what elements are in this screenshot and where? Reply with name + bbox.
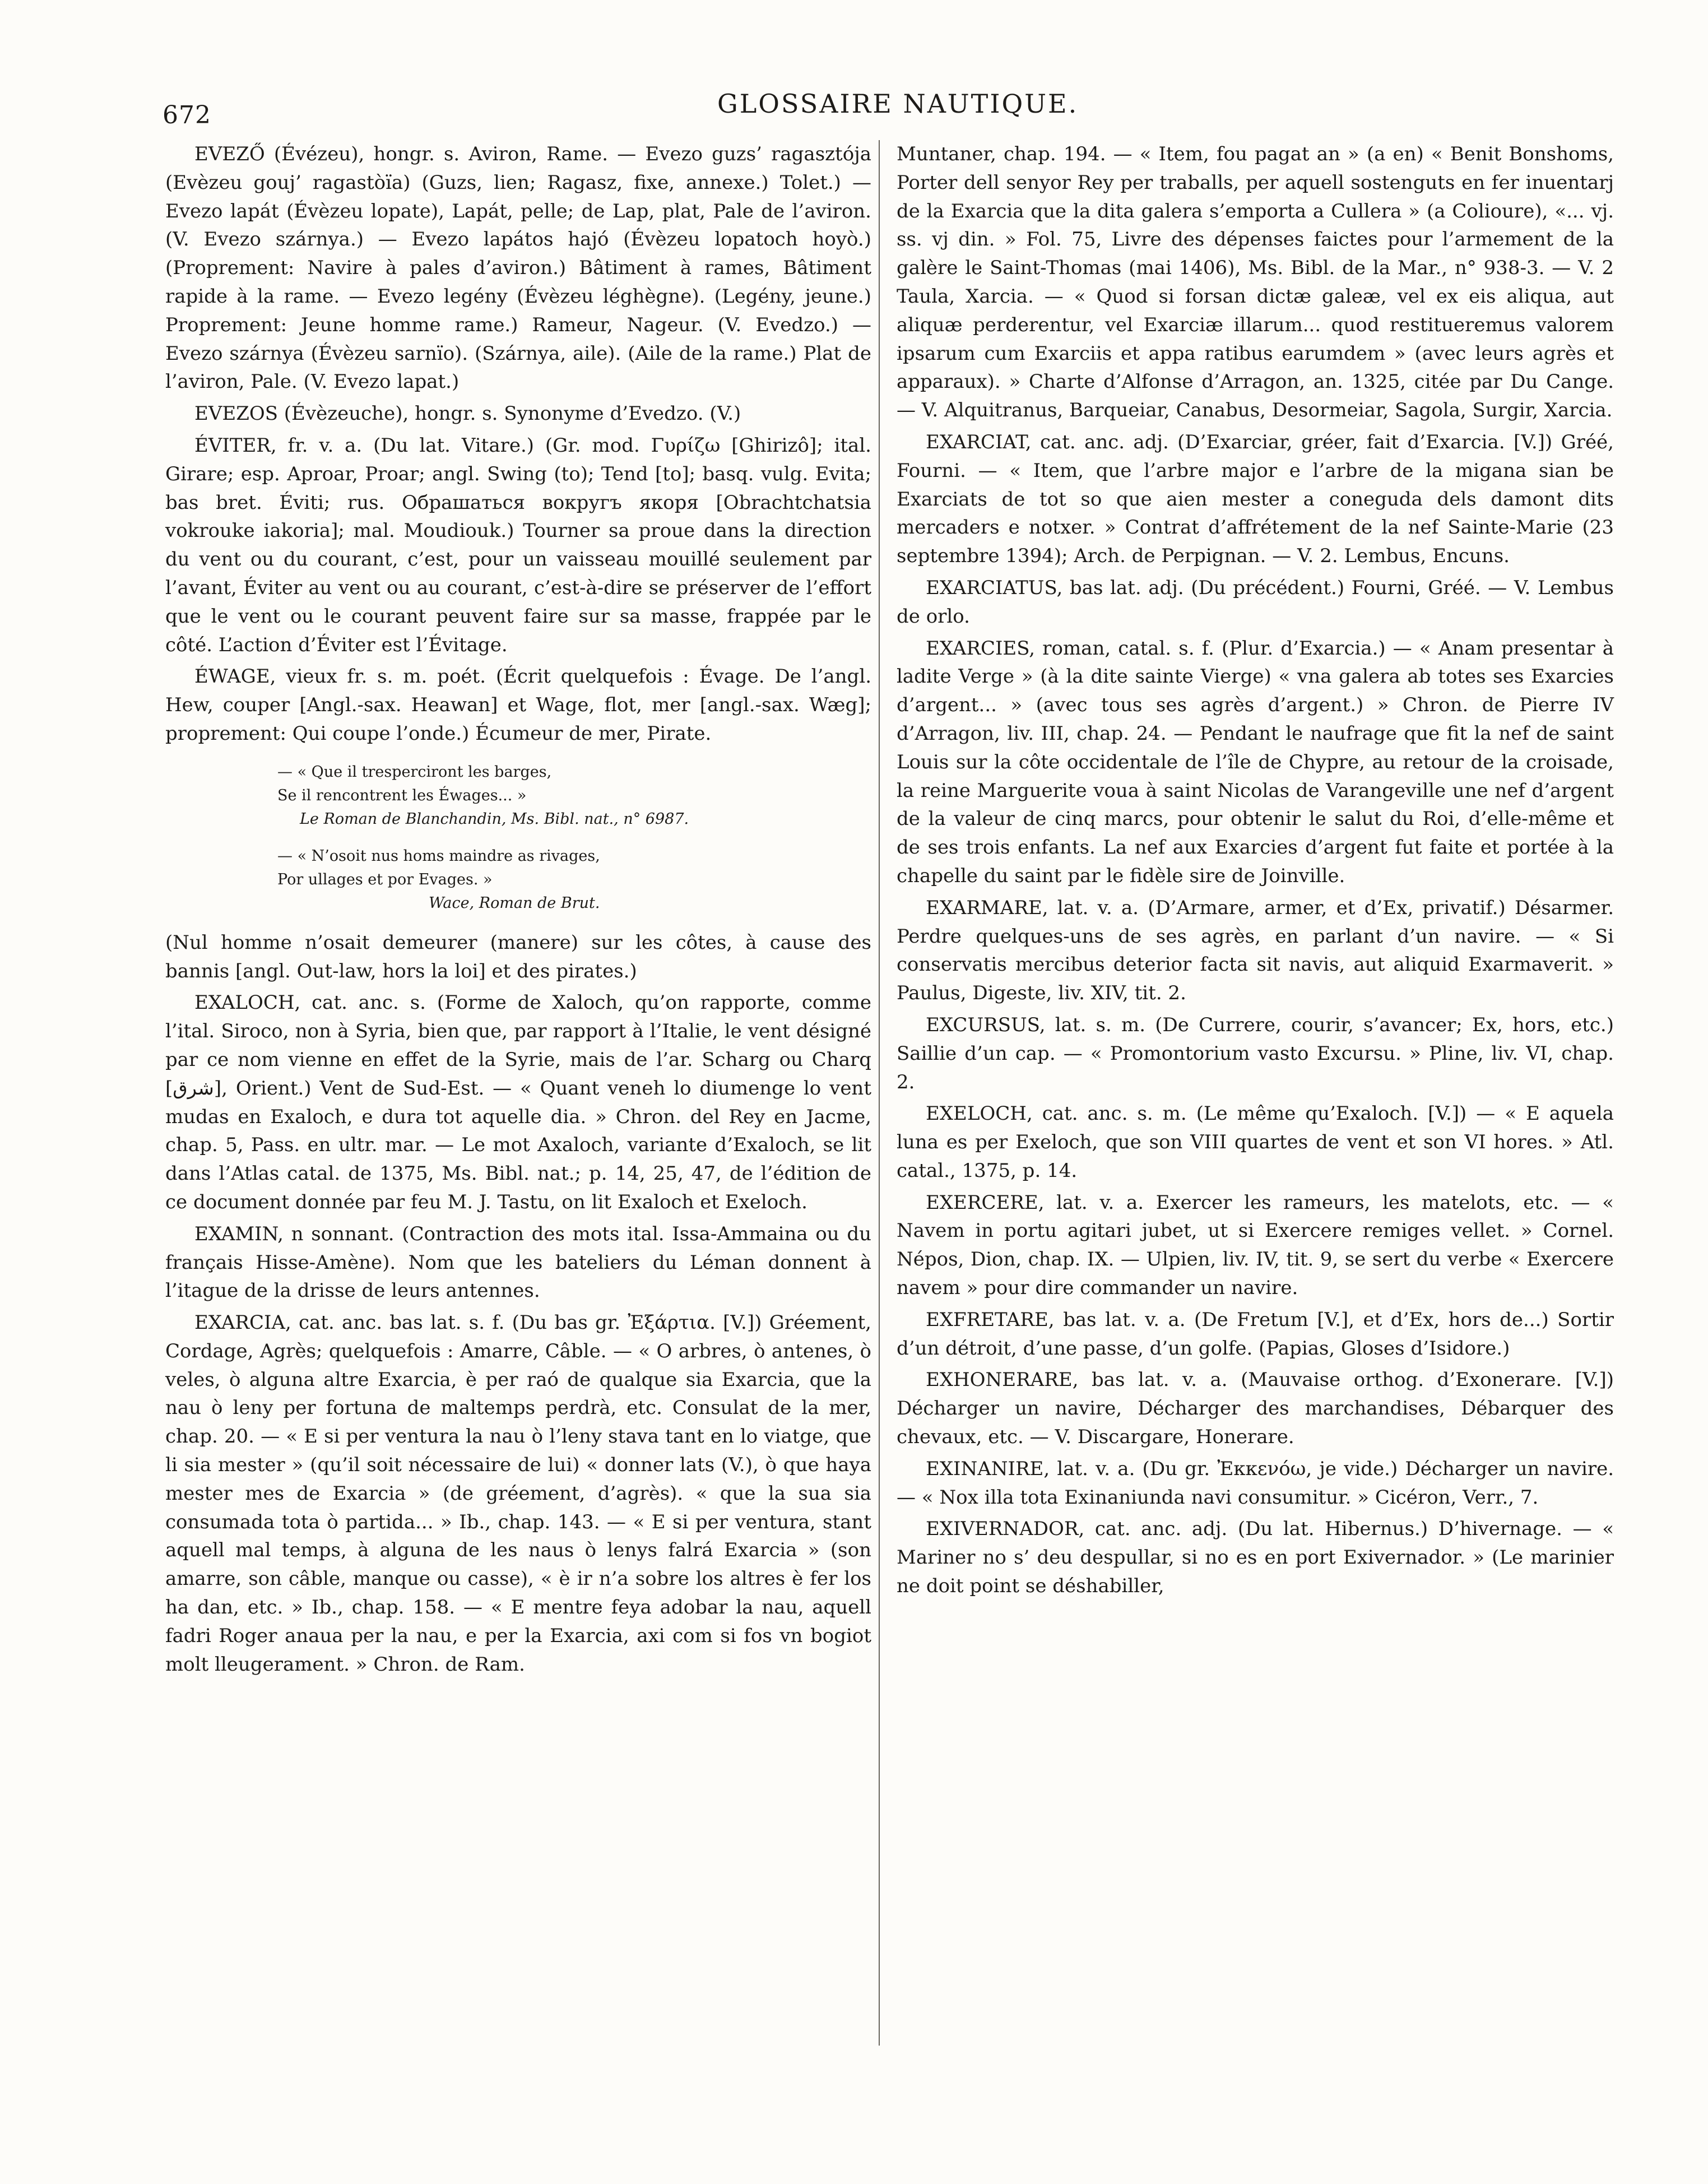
verse-quote-2 [277,845,871,915]
entry-exercere: EXERCERE, lat. v. a. Exercer les rameurs, les matelots, etc. — « Navem in portu agitari jubet, ut si Exercere remiges vellet. » Cornel. Népos, Dion, chap. IX. — Ulpien, liv. IV, tit. 9, se sert du verbe « Exercere navem » pour dire commander un navire. [897,1191,1614,1300]
entry-excursus: EXCURSUS, lat. s. m. (De Currere, courir, s’avancer; Ex, hors, etc.) Saillie d’un cap. — « Promontorium vasto Excursu. » Pline, liv. VI, chap. 2. [897,1013,1614,1093]
quote-line: — « Que il tresperciront les barges, [277,763,552,781]
entry-exaloch: EXALOCH, cat. anc. s. (Forme de Xaloch, qu’on rapporte, comme l’ital. Siroco, non à Syria, bien que, par rapport à l’Italie, le vent désigné par ce nom vienne en effet de la Syrie, mais de l’ar. Scharg ou Charq [شرق], Orient.) Vent de Sud-Est. — « Quant veneh lo diumenge lo vent mudas en Exaloch, e dura tot aquelle dia. » Chron. del Rey en Jacme, chap. 5, Pass. en ultr. mar. — Le mot Axaloch, variante d’Exaloch, se lit dans l’Atlas catal. de 1375, Ms. Bibl. nat.; p. 14, 25, 47, de l’édition de ce document donnée par feu M. J. Tastu, on lit Exaloch et Exeloch. [165,991,871,1213]
entry-exarciatus: EXARCIATUS, bas lat. adj. (Du précédent.) Fourni, Gréé. — V. Lembus de orlo. [897,576,1614,628]
page-number: 672 [163,101,211,129]
entry-exarciat: EXARCIAT, cat. anc. adj. (D’Exarciar, gréer, fait d’Exarcia. [V.]) Gréé, Fourni. — « Item, que l’arbre major e l’arbre de la migana sian be Exarciats de tot so que aien mester a coneguda dels damont dits mercaders e notxer. » Contrat d’affrétement de la nef Sainte-Marie (23 septembre 1394); Arch. de Perpignan. — V. 2. Lembus, Encuns. [897,430,1614,568]
entry-ewage-continued: (Nul homme n’osait demeurer (manere) sur les côtes, à cause des bannis [angl. Out-law, hors la loi] et des pirates.) [165,931,871,982]
left-column [165,140,871,1682]
entry-exinanire: EXINANIRE, lat. v. a. (Du gr. Ἐκκενόω, je vide.) Décharger un navire. — « Nox illa tota Exinaniunda navi consumitur. » Cicéron, Verr., 7. [897,1457,1614,1509]
entry-ewage: ÉWAGE, vieux fr. s. m. poét. (Écrit quelquefois : Évage. De l’angl. Hew, couper [Angl.-sax. Heawan] et Wage, flot, mer [angl.-sax. Wæg]; proprement: Qui coupe l’onde.) Écumeur de mer, Pirate. [165,665,871,745]
entry-exfretare: EXFRETARE, bas lat. v. a. (De Fretum [V.], et d’Ex, hors de...) Sortir d’un détroit, d’une passe, d’un golfe. (Papias, Gloses d’Isidore.) [897,1308,1614,1360]
entry-evezos: EVEZOS (Évèzeuche), hongr. s. Synonyme d’Evedzo. (V.) [194,402,741,425]
column-divider [879,140,880,2046]
entry-exarmare: EXARMARE, lat. v. a. (D’Armare, armer, et d’Ex, privatif.) Désarmer. Perdre quelques-uns de ses agrès, en parlant d’un navire. — « Si conservatis mercibus deterior facta sit navis, aut aliquid Exarmaverit. » Paulus, Digeste, liv. XIV, tit. 2. [897,896,1614,1005]
entry-exarcia: EXARCIA, cat. anc. bas lat. s. f. (Du bas gr. Ἐξάρτια. [V.]) Gréement, Cordage, Agrès; quelquefois : Amarre, Câble. — « O arbres, ò antenes, ò veles, ò alguna altre Exarcia, è per raó de qualque sia Exarcia, que la nau ò leny per fortuna de maltemps perdrà, etc. Consulat de la mer, chap. 20. — « E si per ventura la nau ò l’leny stava tant en lo viatge, que li sia mester » (qu’il soit nécessaire de lui) « donner lats (V.), ò que haya mester mes de Exarcia » (de gréement, d’agrès). « que la sua sia consumada tota ò partida... » Ib., chap. 143. — « E si per ventura, stant aquell mal temps, à alguna de les naus ò lenys falrá Exarcia » (son amarre, son câble, manque ou casse), « è ir n’a sobre los altres è fer los ha dan, etc. » Ib., chap. 158. — « E mentre feya adobar la nau, aquell fadri Roger anaua per la nau, e per la Exarcia, axi com si fos vn bogiot molt lleugerament. » Chron. de Ram. [165,1311,871,1676]
quote-line: — « N’osoit nus homs maindre as rivages, [277,847,600,865]
entry-exarcies: EXARCIES, roman, catal. s. f. (Plur. d’Exarcia.) — « Anam presentar à ladite Verge » (à la dite sainte Vierge) « vna galera ab totes ses Exarcies d’argent... » (avec tous ses agrès d’argent.) » Chron. de Pierre IV d’Arragon, liv. III, chap. 24. — Pendant le naufrage que fit la nef de saint Louis sur la côte occidentale de l’île de Chypre, au retour de la croisade, la reine Marguerite voua à saint Nicolas de Varangeville une nef d’argent de la valeur de cinq marcs, pour obtenir le salut du Roi, d’elle-même et de ses trois enfants. La nef aux Exarcies d’argent fut faite et portée à la chapelle du saint par le fidèle sire de Joinville. [897,637,1614,887]
entry-examin: EXAMIN, n sonnant. (Contraction des mots ital. Issa-Ammaina ou du français Hisse-Amène). Nom que les bateliers du Léman donnent à l’itague de la drisse de leurs antennes. [165,1222,871,1302]
entry-evezo: EVEZŐ (Évézeu), hongr. s. Aviron, Rame. — Evezo guzs’ ragasztója (Evèzeu gouj’ ragastòïa) (Guzs, lien; Ragasz, fixe, annexe.) Tolet.) — Evezo lapát (Évèzeu lopate), Lapát, pelle; de Lap, plat, Pale de l’aviron. (V. Evezo szárnya.) — Evezo lapátos hajó (Évèzeu lopatoch hoyò.) (Proprement: Navire à pales d’aviron.) Bâtiment à rames, Bâtiment rapide à la rame. — Evezo legény (Évèzeu léghègne). (Legény, jeune.) Proprement: Jeune homme rame.) Rameur, Nageur. (V. Evedzo.) — Evezo szárnya (Évèzeu sarnïo). (Szárnya, aile). (Aile de la rame.) Plat de l’aviron, Pale. (V. Evezo lapat.) [165,143,871,393]
entry-eviter: ÉVITER, fr. v. a. (Du lat. Vitare.) (Gr. mod. Γυρίζω [Ghirizô]; ital. Girare; esp. Aproar, Proar; angl. Swing (to); Tend [to]; basq. vulg. Evita; bas bret. Éviti; rus. Обрашаться вокругъ якоря [Obrachtchatsia vokrouke iakoria]; mal. Moudiouk.) Tourner sa proue dans la direction du vent ou du courant, c’est, pour un vaisseau mouillé seulement par l’avant, Éviter au vent ou au courant, c’est-à-dire se préserver de l’effort que le vent ou le courant peuvent faire sur sa masse, frappée par le côté. L’action d’Éviter est l’Évitage. [165,434,871,656]
verse-quote-1 [277,761,871,831]
quote-source: Le Roman de Blanchandin, Ms. Bibl. nat., n° 6987. [300,810,689,828]
quote-line: Se il rencontrent les Éwages... » [277,786,527,804]
entry-exeloch: EXELOCH, cat. anc. s. m. (Le même qu’Exaloch. [V.]) — « E aquela luna es per Exeloch, que son VIII quartes de vent et son VI hores. » Atl. catal., 1375, p. 14. [897,1102,1614,1182]
entry-exarcia-continued: Muntaner, chap. 194. — « Item, fou pagat an » (a en) « Benit Bonshoms, Porter dell senyor Rey per traballs, per aquell sostenguts en fer inuentarj de la Exarcia que la dita galera s’emporta a Cullera » (a Colioure), «... vj. ss. vj din. » Fol. 75, Livre des dépenses faictes pour l’armement de la galère le Saint-Thomas (mai 1406), Ms. Bibl. de la Mar., n° 938-3. — V. 2 Taula, Xarcia. — « Quod si forsan dictæ galeæ, vel ex eis aliqua, aut aliquæ perderentur, vel Exarciæ illarum... quod restitueremus valorem ipsarum cum Exarciis et appa ratibus earumdem » (avec leurs agrès et apparaux). » Charte d’Alfonse d’Arragon, an. 1325, citée par Du Cange. — V. Alquitranus, Barqueiar, Canabus, Desormeiar, Sagola, Surgir, Xarcia. [897,143,1614,422]
right-column [897,140,1614,1604]
entry-exhonerare: EXHONERARE, bas lat. v. a. (Mauvaise orthog. d’Exonerare. [V.]) Décharger un navire, Décharger des marchandises, Débarquer des chevaux, etc. — V. Discargare, Honerare. [897,1369,1614,1449]
quote-source: Wace, Roman de Brut. [429,894,600,912]
running-title: GLOSSAIRE NAUTIQUE. [717,89,1079,119]
entry-exivernador: EXIVERNADOR, cat. anc. adj. (Du lat. Hibernus.) D’hivernage. — « Mariner no s’ deu despullar, si no es en port Exivernador. » (Le marinier ne doit point se déshabiller, [897,1518,1614,1598]
quote-line: Por ullages et por Evages. » [277,870,493,888]
